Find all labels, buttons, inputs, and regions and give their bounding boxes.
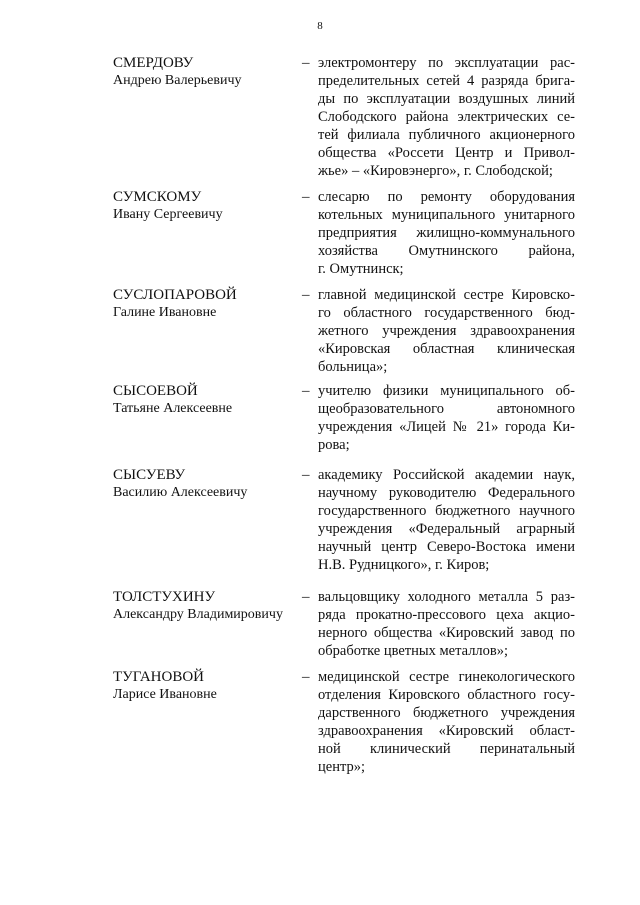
position-line: ной клинический перинатальный xyxy=(318,741,575,757)
position-line: «Кировская областная клиническая xyxy=(318,341,575,357)
position-line: жье» – «Кировэнерго», г. Слободской; xyxy=(318,163,553,179)
recipient-name xyxy=(113,588,313,624)
recipient-surname: СЫСУЕВУ xyxy=(113,467,186,483)
award-entry xyxy=(0,588,640,659)
recipient-given-name: Галине Ивановне xyxy=(113,305,217,320)
recipient-name xyxy=(113,54,313,90)
recipient-surname: ТУГАНОВОЙ xyxy=(113,669,204,685)
recipient-position xyxy=(318,286,575,376)
position-line: центр»; xyxy=(318,759,365,775)
position-line: учителю физики муниципального об- xyxy=(318,383,575,399)
recipient-position xyxy=(318,382,575,454)
page-number: 8 xyxy=(317,20,323,32)
position-line: дарственного бюджетного учреждения xyxy=(318,705,575,721)
position-line: медицинской сестре гинекологического xyxy=(318,669,575,685)
recipient-name xyxy=(113,382,313,418)
position-line: вальцовщику холодного металла 5 раз- xyxy=(318,589,575,605)
recipient-given-name: Ивану Сергеевичу xyxy=(113,207,223,222)
position-line: слесарю по ремонту оборудования xyxy=(318,189,575,205)
position-line: нерного общества «Кировский завод по xyxy=(318,625,575,641)
entry-dash: – xyxy=(302,287,310,303)
position-line: учреждения «Федеральный аграрный xyxy=(318,521,575,537)
award-entry xyxy=(0,286,640,375)
recipient-surname: СУМСКОМУ xyxy=(113,189,202,205)
position-line: Слободского района электрических се- xyxy=(318,109,575,125)
position-line: котельных муниципального унитарного xyxy=(318,207,575,223)
recipient-name xyxy=(113,188,313,224)
award-entry xyxy=(0,188,640,277)
recipient-given-name: Василию Алексеевичу xyxy=(113,485,248,500)
position-line: щеобразовательного автономного xyxy=(318,401,575,417)
recipient-position xyxy=(318,54,575,180)
position-line: рова; xyxy=(318,437,350,453)
entry-dash: – xyxy=(302,189,310,205)
position-line: государственного бюджетного научного xyxy=(318,503,575,519)
position-line: больница»; xyxy=(318,359,388,375)
position-line: Н.В. Рудницкого», г. Киров; xyxy=(318,557,490,573)
recipient-surname: СМЕРДОВУ xyxy=(113,55,194,71)
recipient-name xyxy=(113,466,313,502)
recipient-surname: СЫСОЕВОЙ xyxy=(113,383,198,399)
recipient-surname: ТОЛСТУХИНУ xyxy=(113,589,216,605)
position-line: учреждения «Лицей № 21» города Ки- xyxy=(318,419,575,435)
position-line: научный центр Северо-Востока имени xyxy=(318,539,575,555)
recipient-name xyxy=(113,286,313,322)
recipient-position xyxy=(318,668,575,776)
award-entry xyxy=(0,466,640,573)
recipient-name xyxy=(113,668,313,704)
position-line: научному руководителю Федерального xyxy=(318,485,575,501)
position-line: общества «Россети Центр и Привол- xyxy=(318,145,575,161)
award-entry xyxy=(0,54,640,179)
position-line: пределительных сетей 4 разряда брига- xyxy=(318,73,575,89)
position-line: хозяйства Омутнинского района, xyxy=(318,243,575,259)
position-line: здравоохранения «Кировский област- xyxy=(318,723,575,739)
position-line: электромонтеру по эксплуатации рас- xyxy=(318,55,575,71)
recipient-given-name: Андрею Валерьевичу xyxy=(113,73,242,88)
recipient-position xyxy=(318,188,575,278)
position-line: предприятия жилищно-коммунального xyxy=(318,225,575,241)
award-entry xyxy=(0,668,640,775)
recipient-given-name: Татьяне Алексеевне xyxy=(113,401,233,416)
entry-dash: – xyxy=(302,467,310,483)
recipient-position xyxy=(318,466,575,574)
position-line: главной медицинской сестре Кировско- xyxy=(318,287,575,303)
position-line: академику Российской академии наук, xyxy=(318,467,575,483)
position-line: го областного государственного бюд- xyxy=(318,305,575,321)
award-entry xyxy=(0,382,640,453)
position-line: ды по эксплуатации воздушных линий xyxy=(318,91,575,107)
entry-dash: – xyxy=(302,669,310,685)
recipient-given-name: Ларисе Ивановне xyxy=(113,687,217,702)
position-line: отделения Кировского областного госу- xyxy=(318,687,575,703)
recipient-position xyxy=(318,588,575,660)
entry-dash: – xyxy=(302,589,310,605)
position-line: жетного учреждения здравоохранения xyxy=(318,323,575,339)
position-line: тей филиала публичного акционерного xyxy=(318,127,575,143)
entry-dash: – xyxy=(302,383,310,399)
recipient-given-name: Александру Владимировичу xyxy=(113,607,283,622)
position-line: г. Омутнинск; xyxy=(318,261,404,277)
position-line: ряда прокатно-прессового цеха акцио- xyxy=(318,607,575,623)
entry-dash: – xyxy=(302,55,310,71)
position-line: обработке цветных металлов»; xyxy=(318,643,509,659)
recipient-surname: СУСЛОПАРОВОЙ xyxy=(113,287,237,303)
